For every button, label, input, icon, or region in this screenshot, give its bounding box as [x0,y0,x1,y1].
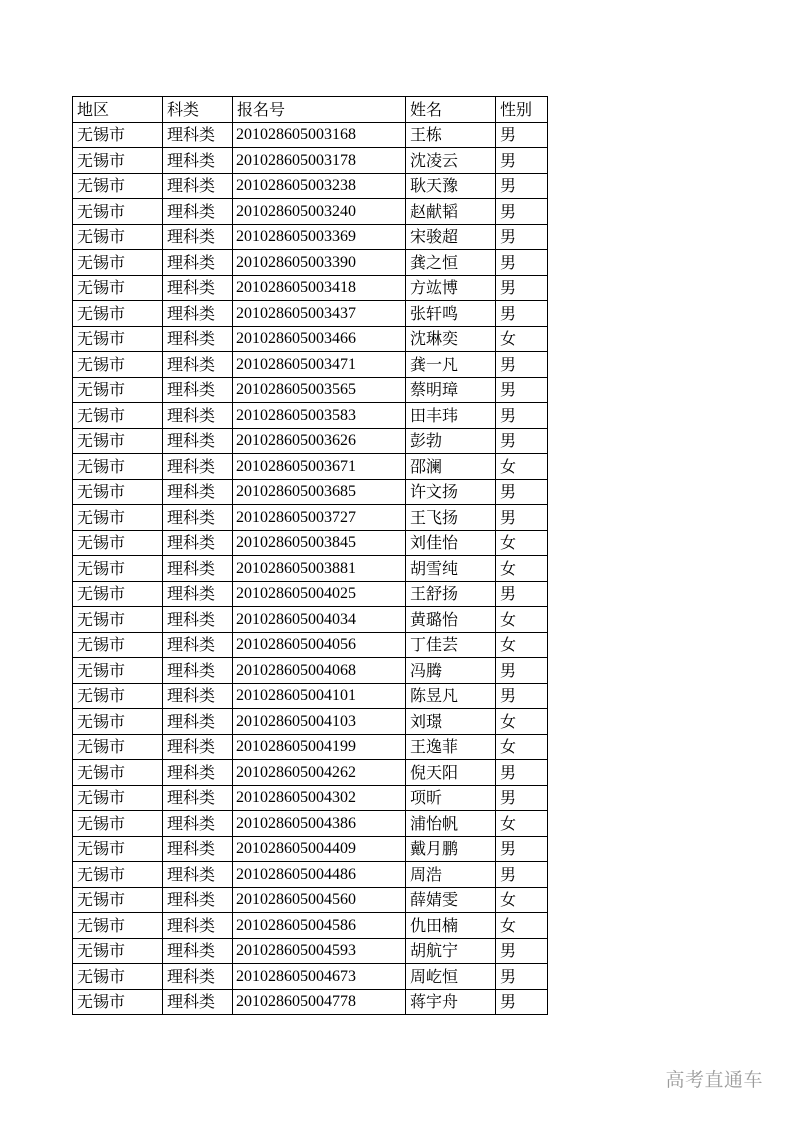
table-row [73,250,548,276]
cell-category: 理科类 [163,658,233,684]
cell-registration-number: 201028605004034 [233,607,406,633]
cell-category: 理科类 [163,887,233,913]
cell-gender: 男 [496,658,548,684]
cell-gender: 男 [496,683,548,709]
cell-region: 无锡市 [73,403,163,429]
cell-name: 周浩 [406,862,496,888]
cell-name: 浦怡帆 [406,811,496,837]
cell-region: 无锡市 [73,658,163,684]
cell-name: 蔡明璋 [406,377,496,403]
cell-region: 无锡市 [73,173,163,199]
table-row [73,709,548,735]
cell-gender: 女 [496,556,548,582]
cell-gender: 男 [496,785,548,811]
cell-name: 黄璐怡 [406,607,496,633]
cell-gender: 男 [496,148,548,174]
header-name: 姓名 [406,97,496,123]
cell-category: 理科类 [163,148,233,174]
cell-category: 理科类 [163,377,233,403]
cell-region: 无锡市 [73,326,163,352]
cell-category: 理科类 [163,734,233,760]
cell-gender: 女 [496,734,548,760]
cell-region: 无锡市 [73,581,163,607]
cell-category: 理科类 [163,785,233,811]
cell-registration-number: 201028605004560 [233,887,406,913]
cell-name: 沈琳奕 [406,326,496,352]
cell-registration-number: 201028605003466 [233,326,406,352]
cell-registration-number: 201028605003437 [233,301,406,327]
cell-registration-number: 201028605003390 [233,250,406,276]
cell-gender: 男 [496,836,548,862]
cell-category: 理科类 [163,275,233,301]
cell-gender: 男 [496,301,548,327]
cell-category: 理科类 [163,683,233,709]
cell-name: 丁佳芸 [406,632,496,658]
cell-gender: 女 [496,887,548,913]
watermark-text: 高考直通车 [665,1069,763,1091]
cell-registration-number: 201028605004673 [233,964,406,990]
cell-gender: 女 [496,530,548,556]
table-row [73,989,548,1015]
cell-region: 无锡市 [73,811,163,837]
cell-category: 理科类 [163,530,233,556]
table-row [73,479,548,505]
table-row [73,275,548,301]
cell-name: 冯腾 [406,658,496,684]
cell-name: 项昕 [406,785,496,811]
cell-registration-number: 201028605003369 [233,224,406,250]
table-body [73,122,548,1015]
header-gender: 性别 [496,97,548,123]
table-row [73,683,548,709]
cell-name: 赵献韬 [406,199,496,225]
cell-region: 无锡市 [73,224,163,250]
cell-category: 理科类 [163,301,233,327]
cell-registration-number: 201028605004025 [233,581,406,607]
cell-gender: 男 [496,964,548,990]
cell-gender: 男 [496,250,548,276]
cell-gender: 男 [496,581,548,607]
table-row [73,428,548,454]
cell-registration-number: 201028605003881 [233,556,406,582]
admission-list-table [72,96,548,1015]
cell-category: 理科类 [163,224,233,250]
cell-region: 无锡市 [73,377,163,403]
cell-registration-number: 201028605003671 [233,454,406,480]
cell-category: 理科类 [163,938,233,964]
cell-category: 理科类 [163,964,233,990]
table-row [73,632,548,658]
table-row [73,148,548,174]
cell-registration-number: 201028605003471 [233,352,406,378]
cell-region: 无锡市 [73,836,163,862]
cell-registration-number: 201028605003583 [233,403,406,429]
cell-name: 胡雪纯 [406,556,496,582]
cell-region: 无锡市 [73,556,163,582]
cell-gender: 男 [496,505,548,531]
cell-registration-number: 201028605004409 [233,836,406,862]
cell-region: 无锡市 [73,607,163,633]
cell-region: 无锡市 [73,760,163,786]
table-row [73,836,548,862]
cell-gender: 男 [496,224,548,250]
cell-name: 陈昱凡 [406,683,496,709]
cell-region: 无锡市 [73,887,163,913]
cell-registration-number: 201028605004778 [233,989,406,1015]
cell-name: 周屹恒 [406,964,496,990]
cell-category: 理科类 [163,173,233,199]
cell-gender: 男 [496,377,548,403]
table-row [73,581,548,607]
cell-region: 无锡市 [73,683,163,709]
cell-name: 胡航宁 [406,938,496,964]
cell-category: 理科类 [163,760,233,786]
table-row [73,734,548,760]
cell-gender: 男 [496,862,548,888]
cell-name: 刘璟 [406,709,496,735]
cell-gender: 男 [496,760,548,786]
table-row [73,377,548,403]
cell-region: 无锡市 [73,530,163,556]
cell-gender: 男 [496,989,548,1015]
cell-name: 仇田楠 [406,913,496,939]
cell-name: 蒋宇舟 [406,989,496,1015]
cell-category: 理科类 [163,454,233,480]
cell-category: 理科类 [163,913,233,939]
cell-name: 邵澜 [406,454,496,480]
table-row [73,454,548,480]
cell-gender: 女 [496,811,548,837]
cell-category: 理科类 [163,607,233,633]
cell-gender: 女 [496,454,548,480]
cell-region: 无锡市 [73,148,163,174]
cell-gender: 男 [496,403,548,429]
cell-category: 理科类 [163,199,233,225]
cell-name: 张轩鸣 [406,301,496,327]
cell-gender: 男 [496,275,548,301]
table-row [73,505,548,531]
cell-region: 无锡市 [73,505,163,531]
table-row [73,122,548,148]
cell-category: 理科类 [163,709,233,735]
cell-registration-number: 201028605003845 [233,530,406,556]
cell-registration-number: 201028605004386 [233,811,406,837]
cell-region: 无锡市 [73,428,163,454]
cell-gender: 男 [496,352,548,378]
cell-name: 宋骏超 [406,224,496,250]
cell-category: 理科类 [163,862,233,888]
cell-name: 耿天豫 [406,173,496,199]
cell-region: 无锡市 [73,632,163,658]
cell-registration-number: 201028605004586 [233,913,406,939]
table-row [73,658,548,684]
cell-region: 无锡市 [73,913,163,939]
cell-region: 无锡市 [73,938,163,964]
cell-gender: 男 [496,173,548,199]
cell-category: 理科类 [163,428,233,454]
table-row [73,760,548,786]
cell-region: 无锡市 [73,964,163,990]
header-registration-number: 报名号 [233,97,406,123]
cell-region: 无锡市 [73,479,163,505]
table-row [73,530,548,556]
cell-category: 理科类 [163,122,233,148]
cell-name: 王舒扬 [406,581,496,607]
cell-name: 戴月鹏 [406,836,496,862]
cell-region: 无锡市 [73,352,163,378]
cell-category: 理科类 [163,326,233,352]
table-row [73,326,548,352]
cell-category: 理科类 [163,632,233,658]
cell-gender: 男 [496,428,548,454]
table-row [73,173,548,199]
cell-gender: 男 [496,938,548,964]
cell-region: 无锡市 [73,709,163,735]
cell-registration-number: 201028605003168 [233,122,406,148]
cell-registration-number: 201028605003418 [233,275,406,301]
cell-name: 刘佳怡 [406,530,496,556]
table-row [73,607,548,633]
cell-category: 理科类 [163,479,233,505]
cell-region: 无锡市 [73,275,163,301]
cell-registration-number: 201028605004199 [233,734,406,760]
header-region: 地区 [73,97,163,123]
cell-category: 理科类 [163,989,233,1015]
cell-region: 无锡市 [73,301,163,327]
cell-registration-number: 201028605004103 [233,709,406,735]
cell-region: 无锡市 [73,734,163,760]
cell-gender: 女 [496,326,548,352]
cell-region: 无锡市 [73,862,163,888]
table-row [73,403,548,429]
cell-name: 龚之恒 [406,250,496,276]
cell-category: 理科类 [163,556,233,582]
cell-gender: 女 [496,709,548,735]
table-row [73,301,548,327]
table-row [73,785,548,811]
cell-registration-number: 201028605003727 [233,505,406,531]
cell-name: 王飞扬 [406,505,496,531]
cell-registration-number: 201028605003178 [233,148,406,174]
table-row [73,811,548,837]
cell-category: 理科类 [163,836,233,862]
cell-registration-number: 201028605004302 [233,785,406,811]
cell-name: 龚一凡 [406,352,496,378]
table-row [73,862,548,888]
cell-registration-number: 201028605003238 [233,173,406,199]
table-row [73,938,548,964]
cell-name: 王逸菲 [406,734,496,760]
cell-category: 理科类 [163,581,233,607]
cell-registration-number: 201028605004068 [233,658,406,684]
table-row [73,352,548,378]
cell-registration-number: 201028605003626 [233,428,406,454]
cell-name: 薛婧雯 [406,887,496,913]
cell-category: 理科类 [163,250,233,276]
cell-registration-number: 201028605003240 [233,199,406,225]
cell-registration-number: 201028605003565 [233,377,406,403]
table-row [73,556,548,582]
cell-region: 无锡市 [73,785,163,811]
cell-registration-number: 201028605003685 [233,479,406,505]
cell-category: 理科类 [163,811,233,837]
cell-name: 沈凌云 [406,148,496,174]
cell-name: 王栋 [406,122,496,148]
cell-region: 无锡市 [73,250,163,276]
cell-region: 无锡市 [73,989,163,1015]
cell-registration-number: 201028605004262 [233,760,406,786]
cell-category: 理科类 [163,505,233,531]
table-row [73,964,548,990]
table-row [73,913,548,939]
cell-gender: 女 [496,913,548,939]
cell-gender: 女 [496,607,548,633]
header-category: 科类 [163,97,233,123]
table-row [73,224,548,250]
cell-registration-number: 201028605004486 [233,862,406,888]
cell-category: 理科类 [163,352,233,378]
cell-gender: 男 [496,479,548,505]
cell-registration-number: 201028605004056 [233,632,406,658]
header-row [73,97,548,123]
cell-name: 田丰玮 [406,403,496,429]
cell-registration-number: 201028605004101 [233,683,406,709]
cell-name: 方竑博 [406,275,496,301]
cell-registration-number: 201028605004593 [233,938,406,964]
table-row [73,199,548,225]
cell-name: 彭勃 [406,428,496,454]
cell-category: 理科类 [163,403,233,429]
cell-name: 许文扬 [406,479,496,505]
cell-region: 无锡市 [73,199,163,225]
cell-gender: 男 [496,122,548,148]
cell-region: 无锡市 [73,454,163,480]
cell-gender: 女 [496,632,548,658]
table-row [73,887,548,913]
cell-region: 无锡市 [73,122,163,148]
cell-gender: 男 [496,199,548,225]
cell-name: 倪天阳 [406,760,496,786]
